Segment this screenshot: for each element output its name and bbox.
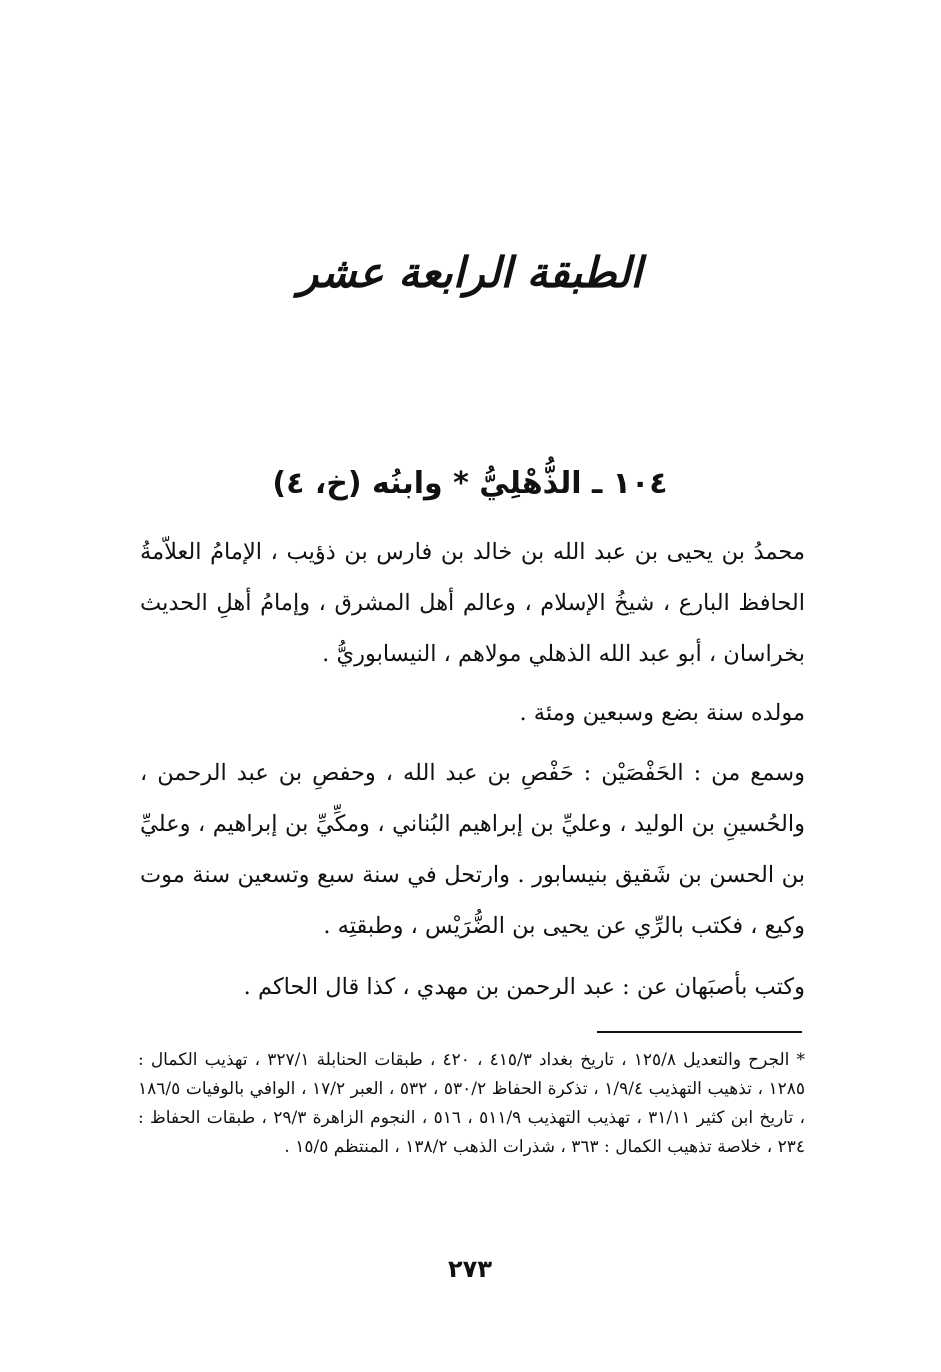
chapter-title: الطبقة الرابعة عشر bbox=[297, 248, 643, 297]
entry-heading: ١٠٤ ـ الذُّهْلِيُّ * وابنُه (خ، ٤) bbox=[272, 466, 668, 501]
footnote-divider bbox=[597, 1031, 802, 1033]
entry-paragraph-lineage: محمدُ بن يحيى بن عبد الله بن خالد بن فارس بن ذؤيب ، الإمامُ العلاّمةُ الحافظ البارع ، شيخُ الإسلام ، وعالم أهل المشرق ، وإمامُ أهلِ الحديث بخراسان ، أبو عبد الله الذهلي مولاهم ، النيسابوريُّ . bbox=[140, 539, 805, 667]
page-number: ٢٧٣ bbox=[448, 1255, 492, 1283]
entry-paragraph-teachers: وسمع من : الحَفْصَيْن : حَفْصِ بن عبد الله ، وحفصِ بن عبد الرحمن ، والحُسينِ بن الوليد ، وعليِّ بن إبراهيم البُناني ، ومكِّيِّ بن إبراهيم ، وعليِّ بن الحسن بن شَقيق بنيسابور . وارتحل في سنة سبع وتسعين سنة موت وكيع ، فكتب بالرِّي عن يحيى بن الضُّرَيْس ، وطبقتِه . bbox=[140, 760, 805, 939]
entry-paragraph-birth: مولده سنة بضع وسبعين ومئة . bbox=[519, 700, 805, 726]
entry-paragraph-isfahan: وكتب بأصبَهان عن : عبد الرحمن بن مهدي ، كذا قال الحاكم . bbox=[243, 974, 805, 1000]
footnote-sources: * الجرح والتعديل ١٢٥/٨ ، تاريخ بغداد ٤١٥/٣ ، ٤٢٠ ، طبقات الحنابلة ٣٢٧/١ ، تهذيب الكمال : ١٢٨٥ ، تذهيب التهذيب ١/٩/٤ ، تذكرة الحفاظ ٥٣٠/٢ ، ٥٣٢ ، العبر ١٧/٢ ، الوافي بالوفيات ١٨٦/٥ ، تاريخ ابن كثير ٣١/١١ ، تهذيب التهذيب ٥١١/٩ ، ٥١٦ ، النجوم الزاهرة ٢٩/٣ ، طبقات الحفاظ : ٢٣٤ ، خلاصة تذهيب الكمال : ٣٦٣ ، شذرات الذهب ١٣٨/٢ ، المنتظم ١٥/٥ . bbox=[138, 1050, 806, 1157]
